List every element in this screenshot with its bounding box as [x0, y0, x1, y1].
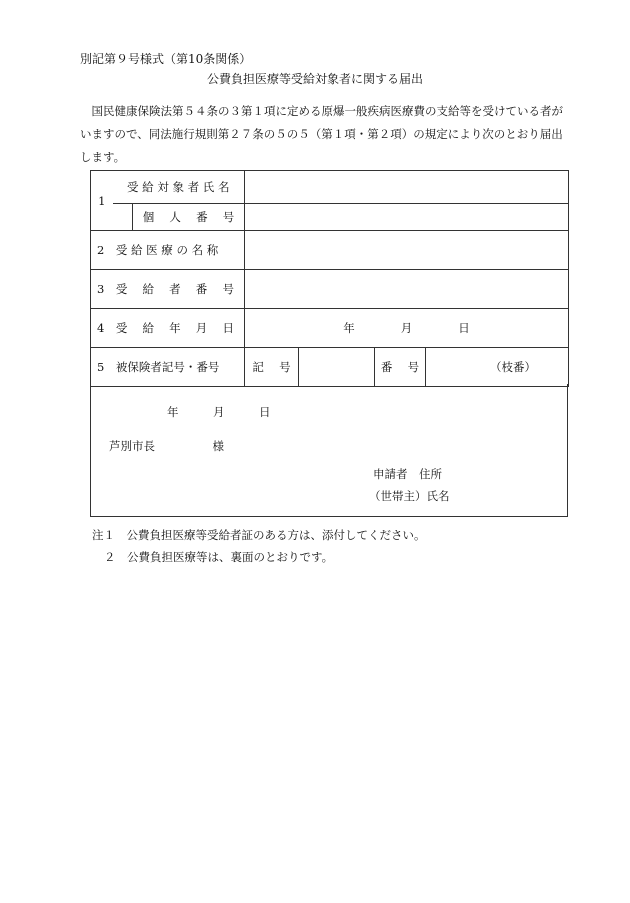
- row-personal-number: [91, 204, 569, 231]
- receipt-date-field[interactable]: 年 月 日: [245, 309, 569, 348]
- applicant-address-label: 申請者 住所: [373, 467, 442, 481]
- receipt-date-label: 4 受 給 年 月 日: [91, 309, 245, 348]
- number-label: 番 号: [375, 348, 426, 387]
- note-1: 注１ 公費負担医療等受給者証のある方は、添付してください。: [92, 528, 426, 542]
- recipient-number-label: 3 受 給 者 番 号: [91, 270, 245, 309]
- row-recipient-name: [91, 171, 569, 204]
- branch-number-field[interactable]: （枝番）: [426, 348, 569, 387]
- symbol-field[interactable]: [299, 348, 375, 387]
- recipient-number-field[interactable]: [245, 270, 569, 309]
- form-table: [90, 170, 569, 387]
- symbol-label: 記 号: [245, 348, 299, 387]
- personal-number-label: 個 人 番 号: [133, 204, 245, 231]
- personal-number-field[interactable]: [245, 204, 569, 231]
- row-insured-number: [91, 348, 569, 387]
- intro-paragraph: 国民健康保険法第５４条の３第１項に定める原爆一般疾病医療費の支給等を受けている者がいますので、同法施行規則第２７条の５の５（第１項・第２項）の規定により次のとおり届出します。: [80, 104, 563, 164]
- recipient-name-field[interactable]: [245, 171, 569, 204]
- submission-date: 年 月 日: [167, 405, 271, 419]
- row-medical-name: [91, 231, 569, 270]
- addressee: 芦別市長 様: [109, 439, 224, 453]
- row-receipt-date: [91, 309, 569, 348]
- row-1-number: 1: [91, 171, 113, 231]
- signature-box: [90, 384, 568, 517]
- form-number: 別記第９号様式（第10条関係）: [80, 52, 252, 66]
- insured-number-label: 5 被保険者記号・番号: [91, 348, 245, 387]
- row-recipient-number: [91, 270, 569, 309]
- applicant-name-label: （世帯主）氏名: [369, 489, 450, 503]
- recipient-name-label: 受 給 対 象 者 氏 名: [113, 171, 245, 204]
- indent-cell: [113, 204, 133, 231]
- medical-name-label: 2 受 給 医 療 の 名 称: [91, 231, 245, 270]
- document-title: 公費負担医療等受給対象者に関する届出: [206, 72, 423, 86]
- note-2: ２ 公費負担医療等は、裏面のとおりです。: [104, 550, 334, 564]
- medical-name-field[interactable]: [245, 231, 569, 270]
